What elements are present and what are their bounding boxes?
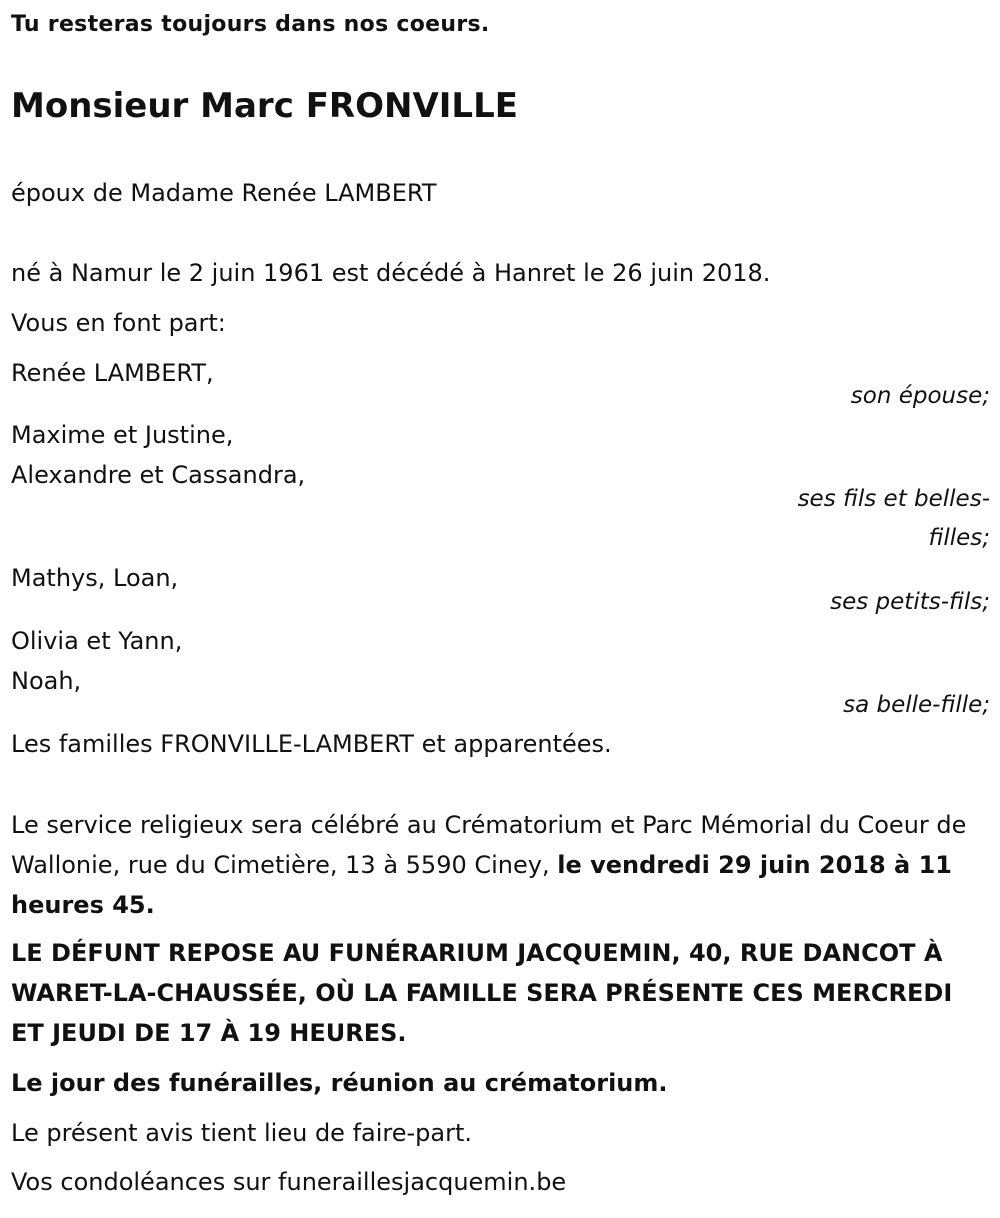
faire-part-line: Le présent avis tient lieu de faire-part. — [11, 1119, 473, 1147]
family-relation: sa belle-fille; — [843, 692, 990, 718]
family-relation: son épouse; — [850, 383, 990, 409]
service-date: le vendredi 29 juin 2018 à 11 heures 45. — [11, 851, 952, 919]
tagline: Tu resteras toujours dans nos coeurs. — [11, 12, 490, 37]
condolences-line: Vos condoléances sur funeraillesjacquemin.be — [11, 1168, 567, 1196]
birth-death-line: né à Namur le 2 juin 1961 est décédé à Hanret le 26 juin 2018. — [11, 259, 771, 287]
deceased-name: Monsieur Marc FRONVILLE — [11, 86, 518, 126]
funeral-day-line: Le jour des funérailles, réunion au crématorium. — [11, 1069, 668, 1097]
family-name: Olivia et Yann, — [11, 627, 183, 655]
announcement-intro: Vous en font part: — [11, 309, 226, 337]
family-name: Renée LAMBERT, — [11, 359, 214, 387]
service-paragraph — [11, 805, 989, 925]
family-name: Mathys, Loan, — [11, 564, 179, 592]
family-relation: ses fils et belles- — [797, 486, 990, 512]
family-name: Maxime et Justine, — [11, 421, 234, 449]
families-line: Les familles FRONVILLE-LAMBERT et apparentées. — [11, 730, 612, 758]
service-text: Le service religieux sera célébré au Crématorium et Parc Mémorial du Coeur de Wallonie, rue du Cimetière, 13 à 5590 Ciney, — [11, 811, 967, 879]
family-relation: ses petits-fils; — [830, 589, 990, 615]
family-relation: filles; — [928, 525, 990, 551]
spouse-line: époux de Madame Renée LAMBERT — [11, 179, 437, 207]
repose-paragraph: LE DÉFUNT REPOSE AU FUNÉRARIUM JACQUEMIN, 40, RUE DANCOT À WARET-LA-CHAUSSÉE, OÙ LA FAMILLE SERA PRÉSENTE CES MERCREDI ET JEUDI DE 17 À 19 HEURES. — [11, 939, 953, 1047]
family-name: Noah, — [11, 667, 82, 695]
family-name: Alexandre et Cassandra, — [11, 461, 306, 489]
